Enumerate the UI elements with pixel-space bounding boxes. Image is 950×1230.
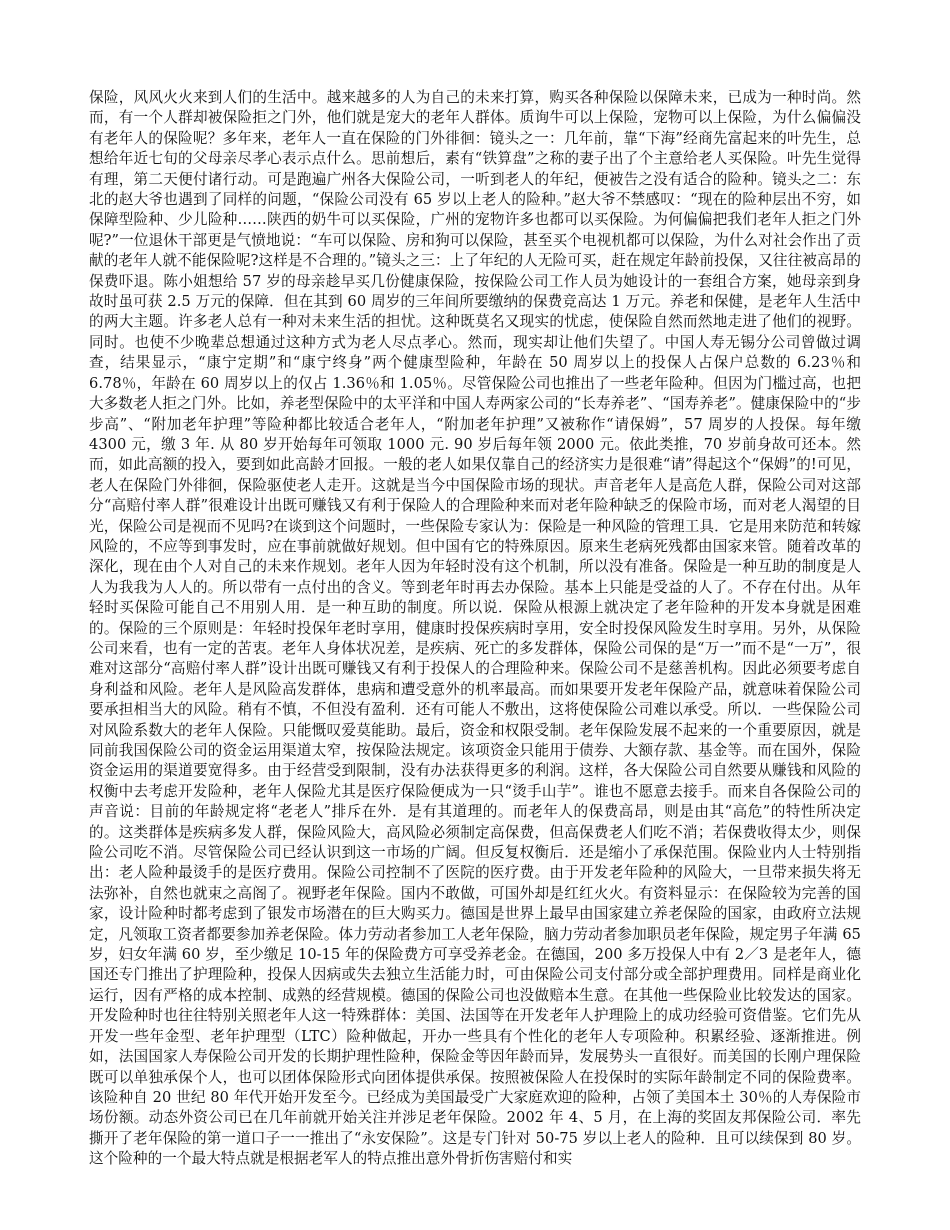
- document-page: [89, 88, 861, 1170]
- body-paragraph: 保险，风风火火来到人们的生活中。越来越多的人为自己的未来打算，购买各种保险以保障未来，已成为一种时尚。然而，有一个人群却被保险拒之门外，他们就是宠大的老年人群体。质询牛可以上保险，宠物可以上保险，为什么偏偏没有老年人的保险呢？多年来，老年人一直在保险的门外徘徊：镜头之一：几年前，靠“下海”经商先富起来的叶先生，总想给年近七旬的父母亲尽孝心表示点什么。思前想后，素有“铁算盘”之称的妻子出了个主意给老人买保险。叶先生觉得有理，第二天便付诸行动。可是跑遍广州各大保险公司，一听到老人的年纪，便被告之没有适合的险种。镜头之二：东北的赵大爷也遇到了同样的问题，“保险公司没有 65 岁以上老人的险种。”赵大爷不禁感叹：“现在的险种层出不穷，如保障型险种、少儿险种……陕西的奶牛可以买保险，广州的宠物许多也都可以买保险。为何偏偏把我们老年人拒之门外呢?”一位退休干部更是气愤地说：“车可以保险、房和狗可以保险，甚至买个电视机都可以保险，为什么对社会作出了贡献的老年人就不能保险呢?这样是不合理的。”镜头之三：上了年纪的人无险可买，赶在规定年龄前投保，又往往被高昂的保费吓退。陈小姐想给 57 岁的母亲趁早买几份健康保险，按保险公司工作人员为她设计的一套组合方案，她母亲到身故时虽可获 2.5 万元的保障．但在其到 60 周岁的三年间所要缴纳的保费竞高达 1 万元。养老和保健，是老年人生活中的两大主题。许多老人总有一种对未来生活的担忧。这种既莫名又现实的忧虑，使保险自然而然地走进了他们的视野。同时。也使不少晚辈总想通过这种方式为老人尽点孝心。然而，现实却让他们失望了。中国人寿无锡分公司曾做过调查，结果显示，“康宁定期”和“康宁终身”两个健康型险种，年龄在 50 周岁以上的投保人占保户总数的 6.23％和 6.78％，年龄在 60 周岁以上的仅占 1.36％和 1.05％。尽管保险公司也推出了一些老年险种。但因为门槛过高，也把大多数老人拒之门外。比如，养老型保险中的太平洋和中国人寿两家公司的“长寿养老”、“国寿养老”。健康保险中的“步步高”、“附加老年护理”等险种都比较适合老年人，“附加老年护理”又被称作“请保姆”，57 周岁的人投保。每年缴 4300 元，缴 3 年. 从 80 岁开始每年可领取 1000 元. 90 岁后每年领 2000 元。依此类推，70 岁前身故可还本。然而，如此高额的投入，要到如此高龄才回报。一般的老人如果仅靠自己的经济实力是很难“请”得起这个“保姆”的!可见，老人在保险门外徘徊，保险驱使老人走开。这就是当今中国保险市场的现状。声音老年人是高危人群，保险公司对这部分“高赔付率人群”很难设计出既可赚钱又有利于保险人的合理险种来而对老年险种缺乏的保险市场，而对老人渴望的目光，保险公司是视而不见吗?在谈到这个问题时，一些保险专家认为：保险是一种风险的管理工具．它是用来防范和转嫁风险的，不应等到事发时，应在事前就做好规划。但中国有它的特殊原因。原来生老病死残都由国家来管。随着改革的深化，现在由个人对自己的未来作规划。老年人因为年轻时没有这个机制，所以没有准备。保险是一种互助的制度是人人为我我为人人的。所以带有一点付出的含义。等到老年时再去办保险。基本上只能是受益的人了。不存在付出。从年轻时买保险可能自己不用别人用．是一种互助的制度。所以说．保险从根源上就决定了老年险种的开发本身就是困难的。保险的三个原则是：年轻时投保年老时享用，健康时投保疾病时享用，安全时投保风险发生时享用。另外，从保险公司来看，也有一定的苦衷。老年人身体状况差，是疾病、死亡的多发群体，保险公司保的是“万一”而不是“一万”，很难对这部分“高赔付率人群”设计出既可赚钱又有利于投保人的合理险种来。保险公司不是慈善机构。因此必须要考虑自身利益和风险。老年人是风险高发群体，患病和遭受意外的机率最高。而如果要开发老年保险产品，就意味着保险公司要承担相当大的风险。稍有不慎，不但没有盈利．还有可能人不敷出，这将使保险公司难以承受。所以．一些保险公司对风险系数大的老年人保险。只能慨叹爱莫能助。最后，资金和权限受制。老年保险发展不起来的一个重要原因，就是同前我国保险公司的资金运用渠道太窄，按保险法规定。该项资金只能用于债券、大额存款、基金等。而在国外，保险资金运用的渠道要宽得多。由于经营受到限制，没有办法获得更多的利润。这样，各大保险公司自然要从赚钱和风险的权衡中去考虑开发险种，老年人保险尤其是医疗保险便成为一只“烫手山芋”。谁也不愿意去接手。而来自各保险公司的声音说：目前的年龄规定将“老老人”排斥在外．是有其道理的。而老年人的保费高昂，则是由其“高危”的特性所决定的。这类群体是疾病多发人群，保险风险大，高风险必须制定高保费，但高保费老人们吃不消；若保费收得太少，则保险公司吃不消。尽管保险公司已经认识到这一市场的广阔。但反复权衡后．还是缩小了承保范围。保险业内人士特别指出：老人险种最烫手的是医疗费用。保险公司控制不了医院的医疗费。由于开发老年险种的风险大，一旦带来损失将无法弥补，自然也就束之高阁了。视野老年保险。国内不敢做，可国外却是红红火火。有资料显示：在保险较为完善的国家，设计险种时都考虑到了银发市场潜在的巨大购买力。德国是世界上最早由国家建立养老保险的国家，由政府立法规定，凡领取工资者都要参加养老保险。体力劳动者参加工人老年保险，脑力劳动者参加职员老年保险，规定男子年满 65 岁，妇女年满 60 岁，至少缴足 10-15 年的保险费方可享受养老金。在德国，200 多万投保人中有 2／3 是老年人，德国还专门推出了护理险种，投保人因病或失去独立生活能力时，可由保险公司支付部分或全部护理费用。同样是商业化运行，因有严格的成本控制、成熟的经营规模。德国的保险公司也没做赔本生意。在其他一些保险业比较发达的国家。开发险种时也往往特别关照老年人这一特殊群体：美国、法国等在开发老年人护理险上的成功经验可资借鉴。它们先从开发一些年金型、老年护理型（LTC）险种做起，开办一些具有个性化的老年人专项险种。积累经验、逐渐推进。例如，法国国家人寿保险公司开发的长期护理性险种，保险金等因年龄而异，发展势头一直很好。而美国的长刚户理保险既可以单独承保个人，也可以团体保险形式向团体提供承保。按照被保险人在投保时的实际年龄制定不同的保险费率。该险种自 20 世纪 80 年代开始开发至今。已经成为美国最受广大家庭欢迎的险种，占领了美国本土 30％的人寿保险市场份额。动态外资公司已在几年前就开始关注并涉足老年保险。2002 年 4、5 月，在上海的奖固友邦保险公司．率先撕开了老年保险的第一道口子一一推出了“永安保险”。这是专门针对 50-75 岁以上老人的险种．且可以续保到 80 岁。这个险种的一个最大特点就是根据老军人的特点推出意外骨折伤害赔付和实: [89, 89, 861, 1168]
